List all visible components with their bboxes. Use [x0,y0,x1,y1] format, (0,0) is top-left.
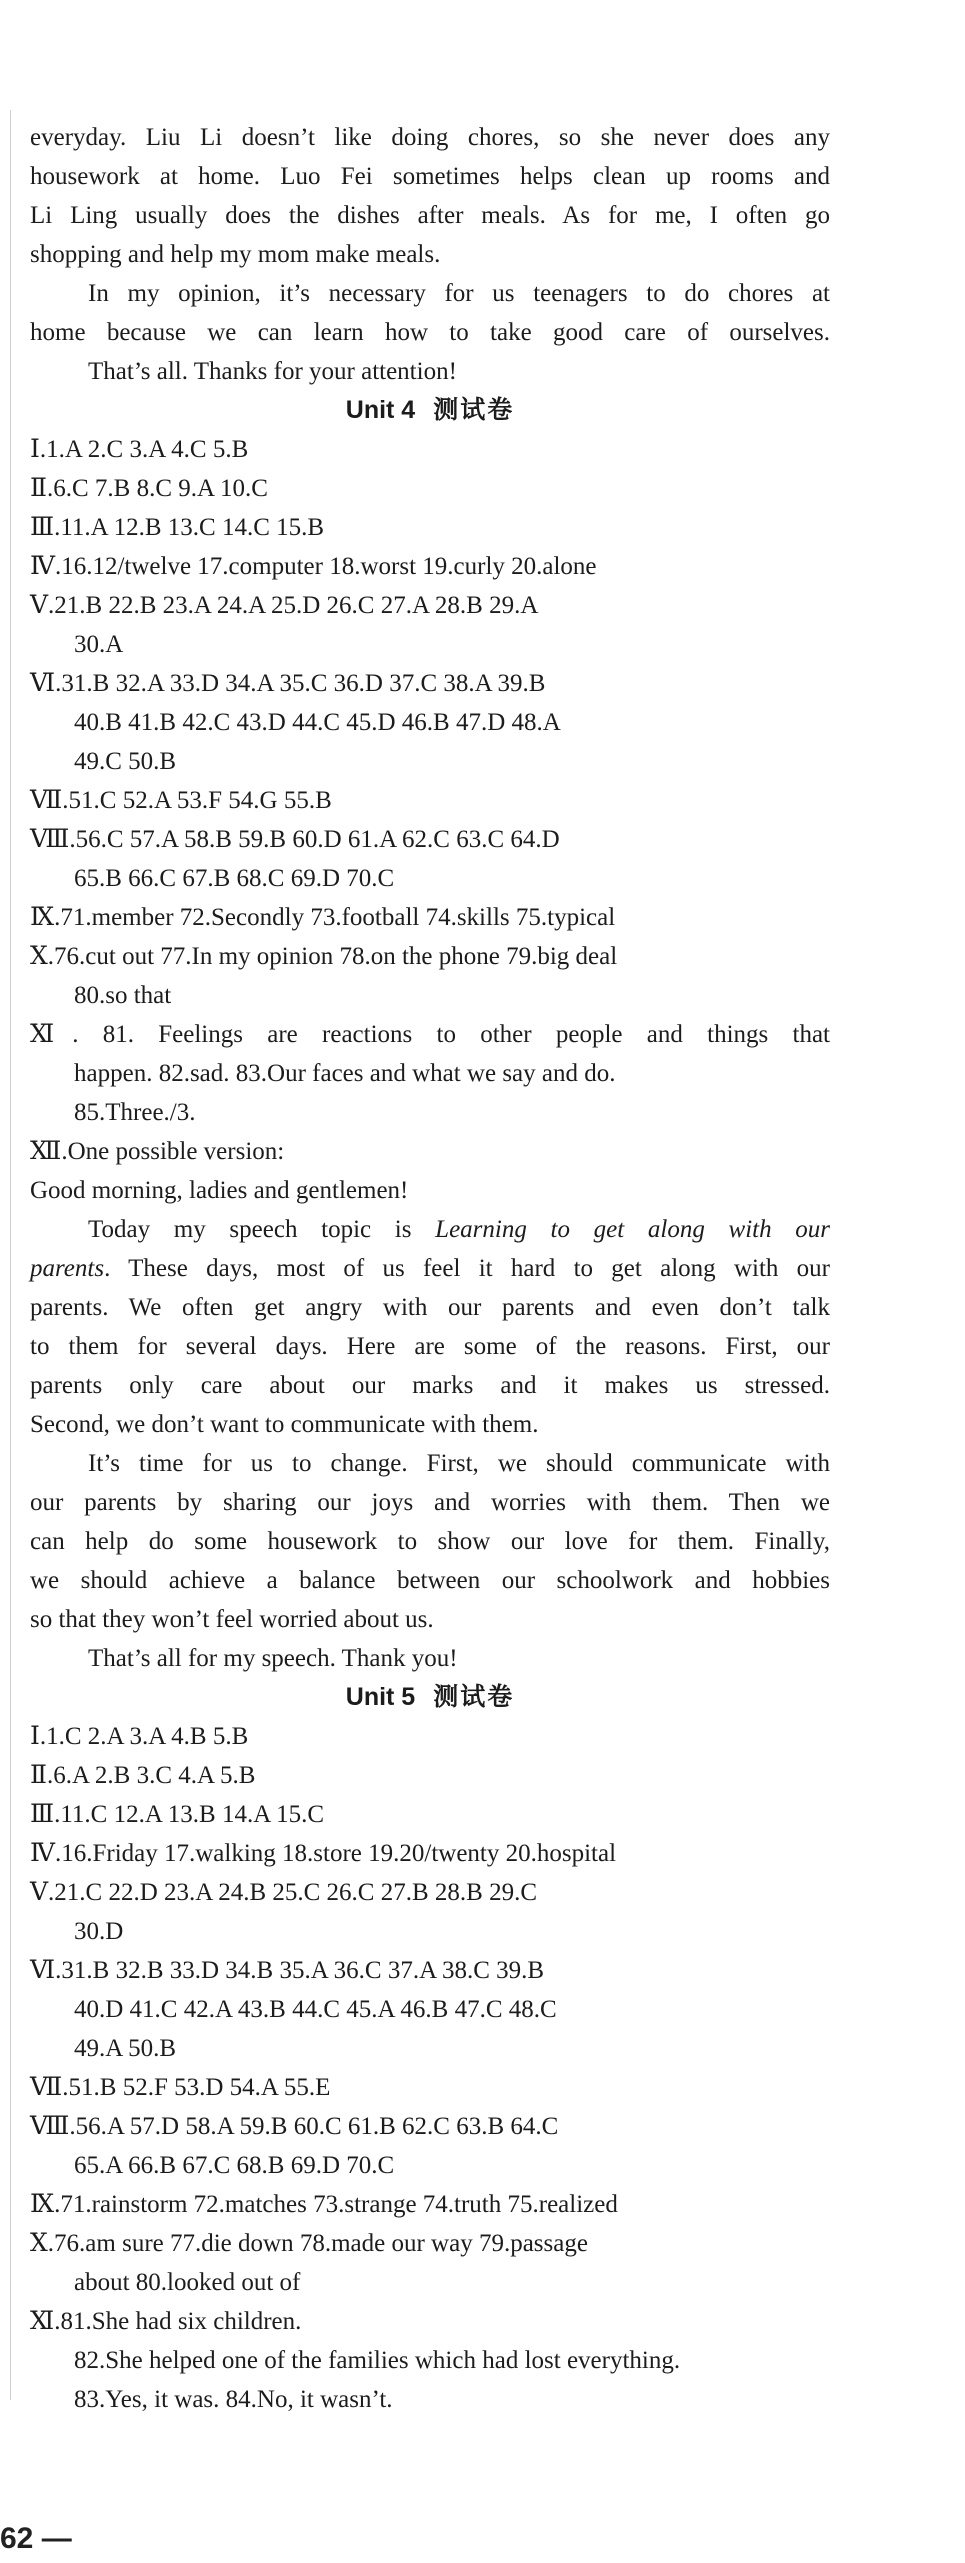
unit5-label: 测试卷 [433,1683,515,1711]
answer-line: 65.A 66.B 67.C 68.B 69.D 70.C [74,2152,395,2179]
answer-line: Ⅸ.71.member 72.Secondly 73.football 74.skills 75.typical [30,904,616,931]
text-line: housework at home. Luo Fei sometimes helps clean up rooms and [30,163,830,190]
answer-line: 40.B 41.B 42.C 43.D 44.C 45.D 46.B 47.D 48.A [74,709,561,736]
text-line [30,1249,830,1288]
text-line: everyday. Liu Li doesn’t like doing chores, so she never does any [30,124,830,151]
answer-line: 49.C 50.B [74,748,177,775]
answer-line: Ⅲ.11.C 12.A 13.B 14.A 15.C [30,1801,325,1828]
answer-line: Ⅱ.6.A 2.B 3.C 4.A 5.B [30,1762,256,1789]
text-line: In my opinion, it’s necessary for us teenagers to do chores at [88,280,830,307]
answer-line: Ⅸ.71.rainstorm 72.matches 73.strange 74.truth 75.realized [30,2191,618,2218]
unit5-title: Unit 5 [345,1683,416,1711]
answer-line: Ⅱ.6.C 7.B 8.C 9.A 10.C [30,475,268,502]
unit4-label: 测试卷 [433,396,515,424]
unit5-heading [30,1678,830,1717]
text-line: That’s all for my speech. Thank you! [88,1645,458,1672]
answer-line: Ⅵ.31.B 32.A 33.D 34.A 35.C 36.D 37.C 38.A 39.B [30,670,546,697]
text-line: can help do some housework to show our love for them. Finally, [30,1528,830,1555]
answer-line: 49.A 50.B [74,2035,177,2062]
answer-line: Ⅰ.1.A 2.C 3.A 4.C 5.B [30,436,249,463]
speech-topic-end: parents [30,1255,105,1282]
answer-line: 82.She helped one of the families which had lost everything. [74,2347,681,2374]
answer-line: 65.B 66.C 67.B 68.C 69.D 70.C [74,865,395,892]
answer-line: Ⅺ. 81. Feelings are reactions to other people and things that [30,1021,830,1048]
text-line: Second, we don’t want to communicate with them. [30,1411,539,1438]
answer-line: Ⅻ.One possible version: [30,1138,285,1165]
text-line: That’s all. Thanks for your attention! [88,358,457,385]
answer-line: Ⅳ.16.Friday 17.walking 18.store 19.20/twenty 20.hospital [30,1840,617,1867]
answer-line: Ⅴ.21.B 22.B 23.A 24.A 25.D 26.C 27.A 28.B 29.A [30,592,539,619]
answer-line: Ⅳ.16.12/twelve 17.computer 18.worst 19.curly 20.alone [30,553,597,580]
speech-topic: Learning to get along with our [435,1216,830,1243]
text-line: Li Ling usually does the dishes after meals. As for me, I often go [30,202,830,229]
answer-line: Ⅶ.51.C 52.A 53.F 54.G 55.B [30,787,332,814]
text-line: home because we can learn how to take good care of ourselves. [30,319,830,346]
text-line: parents only care about our marks and it makes us stressed. [30,1372,830,1399]
unit4-heading [30,391,830,430]
text-line: our parents by sharing our joys and worries with them. Then we [30,1489,830,1516]
answer-line: Ⅰ.1.C 2.A 3.A 4.B 5.B [30,1723,249,1750]
text-line: It’s time for us to change. First, we should communicate with [88,1450,830,1477]
answer-line: Ⅵ.31.B 32.B 33.D 34.B 35.A 36.C 37.A 38.C 39.B [30,1957,545,1984]
answer-line: 85.Three./3. [74,1099,196,1126]
answer-line: Ⅷ.56.C 57.A 58.B 59.B 60.D 61.A 62.C 63.C 64.D [30,826,560,853]
text-line: so that they won’t feel worried about us. [30,1606,434,1633]
answer-line: Ⅹ.76.cut out 77.In my opinion 78.on the phone 79.big deal [30,943,618,970]
answer-line: 80.so that [74,982,172,1009]
answer-line: Ⅲ.11.A 12.B 13.C 14.C 15.B [30,514,325,541]
text-line: we should achieve a balance between our schoolwork and hobbies [30,1567,830,1594]
text-line: shopping and help my mom make meals. [30,241,441,268]
page-edge-line [10,110,11,2400]
text-rest: . These days, most of us feel it hard to get along with our [104,1255,830,1282]
answer-line: Ⅶ.51.B 52.F 53.D 54.A 55.E [30,2074,331,2101]
text-line: Good morning, ladies and gentlemen! [30,1177,409,1204]
page-number: 62 — [0,2522,72,2555]
answer-line: Ⅹ.76.am sure 77.die down 78.made our way 79.passage [30,2230,588,2257]
answer-line: Ⅴ.21.C 22.D 23.A 24.B 25.C 26.C 27.B 28.B 29.C [30,1879,538,1906]
answer-line: happen. 82.sad. 83.Our faces and what we say and do. [74,1060,616,1087]
text-line: to them for several days. Here are some of the reasons. First, our [30,1333,830,1360]
speech-topic-line [88,1210,830,1249]
answer-line: Ⅺ.81.She had six children. [30,2308,302,2335]
answer-line: Ⅷ.56.A 57.D 58.A 59.B 60.C 61.B 62.C 63.B 64.C [30,2113,559,2140]
answer-line: 40.D 41.C 42.A 43.B 44.C 45.A 46.B 47.C 48.C [74,1996,557,2023]
answer-line: about 80.looked out of [74,2269,301,2296]
speech-intro: Today my speech topic is [88,1216,436,1243]
unit4-title: Unit 4 [345,396,416,424]
answer-line: 30.A [74,631,124,658]
answer-line: 83.Yes, it was. 84.No, it wasn’t. [74,2386,393,2413]
answer-line: 30.D [74,1918,124,1945]
text-line: parents. We often get angry with our parents and even don’t talk [30,1294,830,1321]
